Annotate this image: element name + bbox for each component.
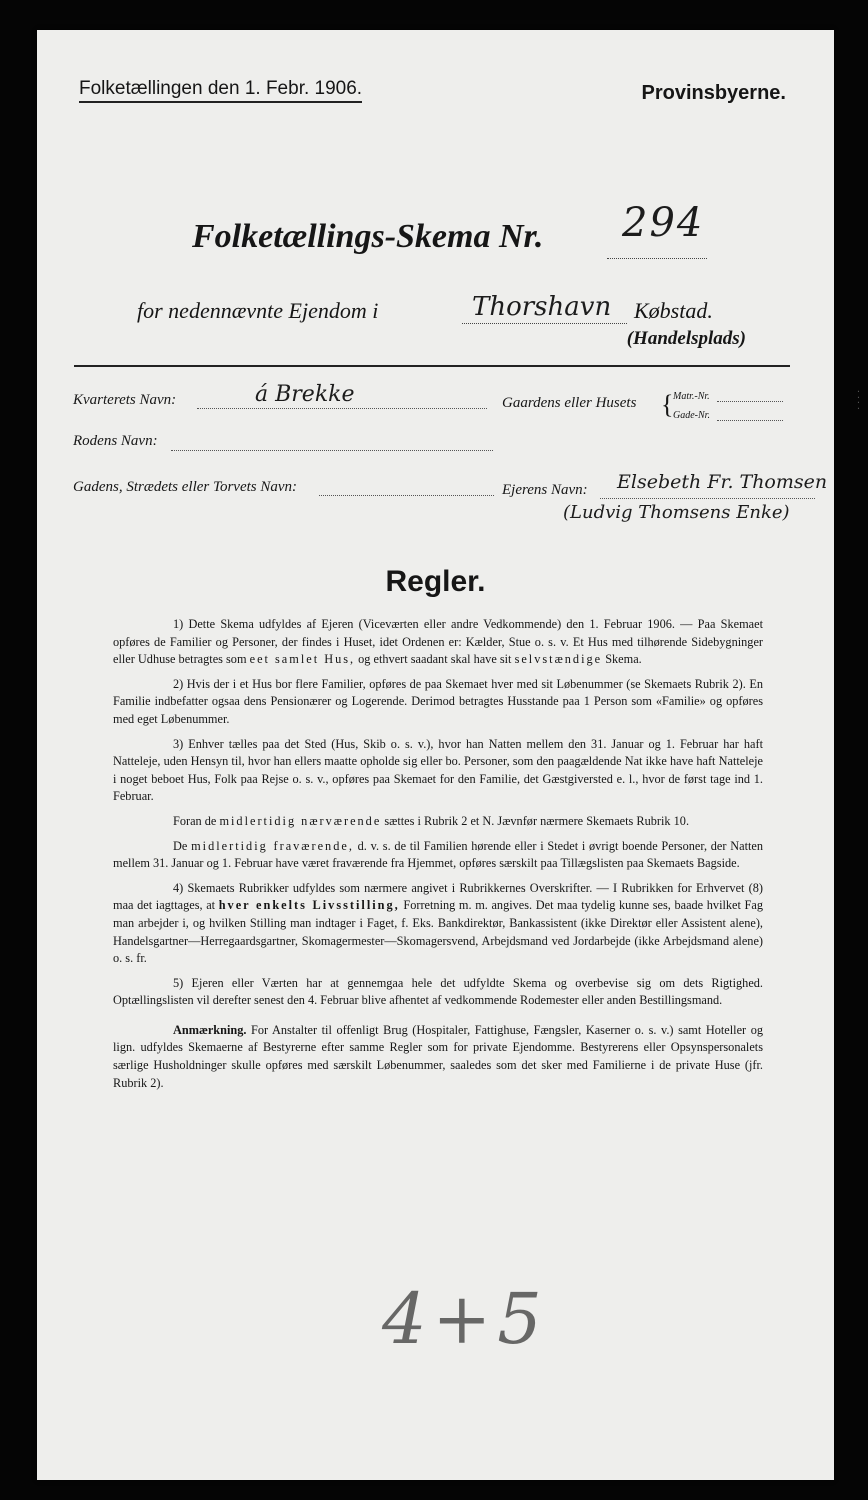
rule-1	[113, 616, 763, 669]
form-number: 294	[622, 200, 705, 246]
census-form-sheet	[37, 30, 834, 1480]
form-number-line	[607, 258, 707, 259]
ejer-label: Ejerens Navn:	[502, 482, 588, 498]
annotation	[113, 1022, 763, 1092]
rode-line	[171, 450, 493, 451]
rule-4-text-2: Forretning m. m. angives. Det maa tydelig kunne ses, baade hvilket Fag man arbejder i, og hvilken Stilling man indtager i Faget, f. Eks. Bankdirektør, Bankassistent (ikke Direktør eller Assistent alene), Handelsgartner—Herregaardsgartner, Skomagermester—Skomagersvend, Arbejdsmand ved Jordarbejde (ikke Arbejdsmand alene) o. s. fr.	[113, 898, 764, 966]
rule-1-text-3: Skema.	[605, 652, 642, 667]
ejer-value-line1: Elsebeth Fr. Thomsen	[617, 471, 828, 493]
rule-3: 3) Enhver tælles paa det Sted (Hus, Skib o. s. v.), hvor han Natten mellem den 31. Januar og 1. Februar har haft Natteleje, uden Hensyn til, hvor han ellers maatte opholde sig eller bo. Personer, som den paagældende Nat ikke have haft Natteleje i noget beboet Hus, Folk paa Rejse o. s. v., opføres paa Skemaet for den Familie, det Gæstgiversted e. l., hvor de først tage ind 1. Februar.	[113, 736, 763, 804]
matr-line	[717, 401, 783, 402]
subtitle-prefix: for nedennævnte Ejendom i	[137, 298, 379, 323]
kvarter-value: á Brekke	[255, 382, 355, 407]
rule-4-emphasis: hver enkelts Livsstilling,	[218, 898, 400, 913]
gade-label: Gadens, Strædets eller Torvets Navn:	[73, 479, 298, 495]
town-line	[462, 323, 627, 324]
annotation-label: Anmærkning.	[173, 1022, 247, 1037]
field-brace: {	[661, 390, 674, 419]
subtitle-suffix: Købstad.	[634, 298, 713, 323]
rule-3c-text-2: d. v. s. de til Familien hørende eller i Stedet i øvrigt boende Personer, der Natten mellem 31. Januar og 1. Februar have været fraværende fra Hjemmet, opføres særskilt paa Tillægslisten paa Skemaets Bagside.	[113, 838, 764, 871]
rule-3b	[113, 813, 763, 831]
rules-heading: Regler.	[385, 565, 486, 598]
form-title: Folketællings-Skema Nr.	[192, 218, 544, 255]
rule-3b-text-2: sættes i Rubrik 2 et N. Jævnfør nærmere Skemaets Rubrik 10.	[384, 813, 690, 828]
ejer-line	[600, 498, 815, 499]
rule-2: 2) Hvis der i et Hus bor flere Familier, opføres de paa Skemaet hver med sit Løbenummer (se Skemaets Rubrik 2). En Familie indbefatter ogsaa dens Pensionærer og Logerende. Derimod betragtes Husstande paa 1 Person som «Familie» og opføres med eget Løbenummer.	[113, 676, 763, 726]
rule-1-emphasis: eet samlet Hus,	[249, 652, 356, 667]
rule-1-emphasis-2: selvstændige	[514, 652, 603, 667]
rule-3c-emphasis: midlertidig fraværende,	[191, 838, 354, 853]
town-name: Thorshavn	[472, 292, 612, 322]
rule-1-text: 1) Dette Skema udfyldes af Ejeren (Viceværten eller andre Vedkommende) den 1. Februar 1906. — Paa Skemaet opføres de Familier og Personer, der findes i Huset, idet Ordenen er: Kælder, Stue o. s. v. Et Hus med tilhørende Sidebygninger eller Udhuse betragtes som	[113, 617, 763, 667]
rule-3b-text: Foran de	[173, 813, 217, 828]
rule-4-text: 4) Skemaets Rubrikker udfyldes som nærmere angivet i Rubrikkernes Overskrifter. — I Rubrikken for Erhvervet (8) maa det iagttages, at	[113, 880, 763, 913]
annotation-text: For Anstalter til offenligt Brug (Hospitaler, Fattighuse, Fængsler, Kaserner o. s. v.) samt Hoteller og lign. udfyldes Skemaerne af Bestyrerne efter samme Regler som for private Ejendomme. Bestyrerens eller Opsynspersonalets særlige Husholdninger skulle opføres med særskilt Løbenummer, saaledes som det sker med Familierne i de private Huse (jfr. Rubrik 2).	[113, 1022, 763, 1090]
region-header: Provinsbyerne.	[641, 82, 786, 104]
rule-4	[113, 880, 763, 968]
ejer-value-line2: (Ludvig Thomsens Enke)	[563, 502, 790, 523]
gade-nr-label: Gade-Nr.	[673, 410, 710, 421]
rule-1-text-2: og ethvert saadant skal have sit	[358, 652, 512, 667]
pencil-note: 4+5	[382, 1278, 548, 1360]
kvarter-label: Kvarterets Navn:	[73, 392, 177, 408]
census-header: Folketællingen den 1. Febr. 1906.	[79, 78, 362, 103]
matr-label: Matr.-Nr.	[673, 391, 710, 402]
kvarter-line	[197, 408, 487, 409]
rule-3c-text: De	[173, 838, 188, 853]
divider-top	[74, 365, 790, 367]
rode-label: Rodens Navn:	[73, 433, 158, 449]
gade-nr-line	[717, 420, 783, 421]
rule-3b-emphasis: midlertidig nærværende	[219, 813, 382, 828]
gaard-label: Gaardens eller Husets	[502, 395, 637, 411]
handelsplads-note: (Handelsplads)	[626, 328, 746, 349]
rule-5: 5) Ejeren eller Værten har at gennemgaa hele det udfyldte Skema og overbevise sig om dets Rigtighed. Optællingslisten vil derefter senest den 4. Februar blive afhentet af vedkommende Rodemester eller anden Bestillingsmand.	[113, 975, 763, 1008]
rules-text	[113, 616, 763, 1099]
rule-3c	[113, 838, 763, 873]
edge-marks: ⁚ ⁚	[856, 390, 860, 412]
gade-line	[319, 495, 494, 496]
